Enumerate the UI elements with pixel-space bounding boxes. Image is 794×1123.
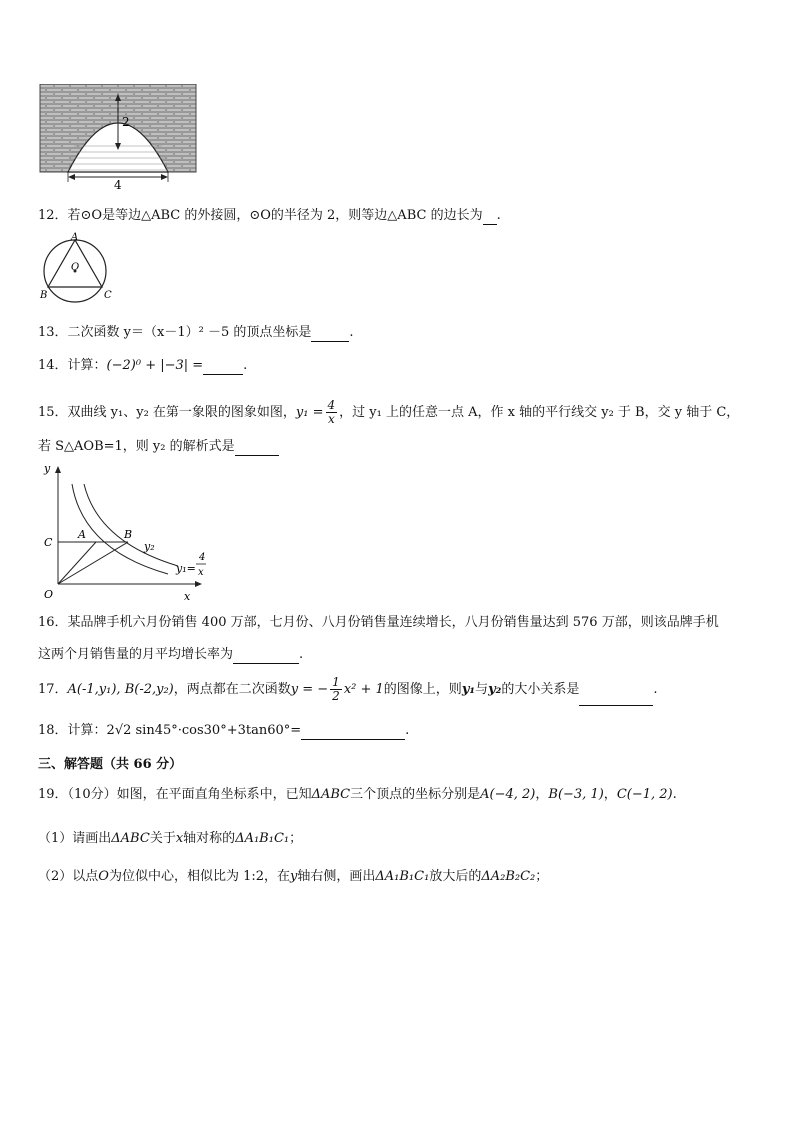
hyperbola-figure [38, 460, 218, 606]
q17-points: A(-1,y₁), B(-2,y₂) [67, 682, 174, 697]
point-C: C(−1, 2) [616, 787, 673, 802]
curve-y2 [84, 484, 178, 566]
point-A: A(−4, 2) [480, 787, 536, 802]
height-label: 2 [122, 115, 130, 129]
svg-text:C: C [44, 536, 53, 549]
q16-answer-blank[interactable] [233, 649, 299, 664]
section-3-heading: 三、解答题（共 66 分） [38, 757, 183, 772]
q12-text: 12．若⊙O是等边△ABC 的外接圆，⊙O的半径为 2，则等边△ABC 的边长为 [38, 208, 483, 223]
svg-text:4: 4 [199, 552, 206, 563]
svg-text:A: A [78, 528, 86, 541]
q17-answer-blank[interactable] [579, 691, 653, 706]
label-O: O [71, 262, 80, 273]
label-A: A [71, 232, 79, 243]
question-15-line1: 15．双曲线 y₁、y₂ 在第一象限的图象如图，y₁ = $\frac{4}{x}$ ，过 y₁ 上的任意一点 A，作 x 轴的平行线交 y₂ 于 B，交 y 轴于 C， [38, 398, 740, 426]
label-B: B [40, 290, 48, 301]
q18-expression: 2√2 sin45°·cos30°+3tan60°= [106, 723, 302, 738]
q18-answer-blank[interactable] [301, 725, 405, 740]
question-16-line2: 这两个月销售量的月平均增长率为 . [38, 647, 304, 662]
question-19-part-2: （2）以点O为位似中心，相似比为 1:2，在y轴右侧，画出ΔA₁B₁C₁放大后的ΔA₂B₂C₂； [38, 869, 549, 884]
question-15-line2: 若 S△AOB=1，则 y₂ 的解析式是 [38, 438, 279, 456]
line-OA [58, 542, 96, 584]
width-label: 4 [114, 178, 122, 190]
line-OB [58, 542, 128, 584]
svg-text:O: O [44, 588, 54, 601]
arch-figure [38, 84, 198, 190]
q14-answer-blank[interactable] [203, 360, 243, 375]
q17-fraction: $\frac{1}{2}$ [332, 675, 340, 703]
curve-y1 [72, 484, 168, 574]
point-B: B(−3, 1) [548, 787, 604, 802]
svg-text:y: y [44, 462, 51, 475]
question-19-intro: 19．（10分）如图，在平面直角坐标系中，已知ΔABC三个顶点的坐标分别是A(−4, 2)，B(−3, 1)，C(−1, 2). [38, 787, 677, 802]
svg-text:x: x [198, 567, 204, 578]
label-C: C [104, 290, 112, 301]
question-16-line1: 16．某品牌手机六月份销售 400 万部，七月份、八月份销售量连续增长，八月份销售量达到 576 万部，则该品牌手机 [38, 615, 719, 630]
question-17: 17．A(-1,y₁), B(-2,y₂)，两点都在二次函数y = − $\frac{1}{2}$ x² + 1的图像上，则y₁与y₂的大小关系是 . [38, 674, 657, 706]
svg-text:B: B [124, 528, 133, 541]
question-12: 12．若⊙O是等边△ABC 的外接圆，⊙O的半径为 2，则等边△ABC 的边长为 . [38, 208, 501, 223]
svg-text:x: x [184, 590, 191, 603]
q12-answer-blank[interactable] [483, 210, 497, 225]
question-19-part-1: （1）请画出ΔABC关于x轴对称的ΔA₁B₁C₁； [38, 831, 303, 846]
question-18: 18．计算：2√2 sin45°·cos30°+3tan60°= . [38, 723, 410, 738]
q14-expression: (−2)⁰ + |−3| = [106, 358, 204, 373]
svg-text:y₂: y₂ [144, 540, 155, 553]
question-14: 14．计算：(−2)⁰ + |−3| = . [38, 358, 248, 373]
question-13: 13．二次函数 y＝（x－1）² －5 的顶点坐标是 . [38, 325, 354, 340]
q15-answer-blank[interactable] [235, 441, 279, 456]
circle-triangle-figure [38, 232, 118, 306]
svg-text:y₁=: y₁= [176, 562, 196, 575]
q13-answer-blank[interactable] [311, 327, 349, 342]
q15-fraction: $\frac{4}{x}$ [327, 398, 336, 426]
